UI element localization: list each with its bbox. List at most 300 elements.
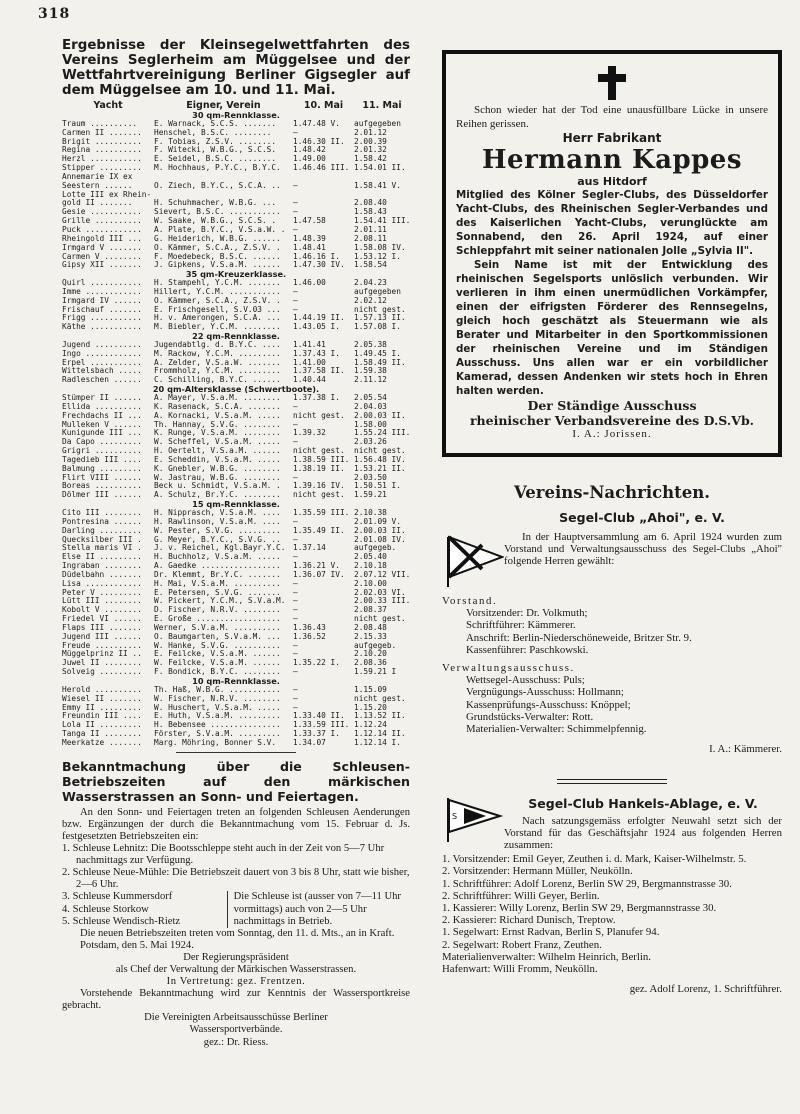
owner-cell: K. Runge, V.S.a.M. ........ [154,429,281,438]
result-row [62,394,410,403]
result-row [62,359,410,368]
may10-cell: 1.37.43 I. [293,349,340,358]
yacht-cell: Pontresina ...... [62,517,142,526]
may10-cell: — [293,694,298,703]
may11-cell: 2.04.03 [354,402,387,411]
may10-cell: — [293,287,298,296]
yacht-cell: Freude .......... [62,641,142,650]
may10-cell: 1.43.05 I. [293,323,340,332]
yacht-cell: Mulleken V ...... [62,420,142,429]
result-row [62,712,410,721]
result-row [62,350,410,359]
may11-cell: 2.05.40 [354,553,387,562]
may11-cell: nicht gest. [354,305,406,314]
owner-cell: A. Zelder, V.S.a.W. ....... [154,358,281,367]
may11-cell: 1.50.51 I. [354,482,401,491]
ahoi-intro: In der Hauptversammlung am 6. April 1924 wurden zum Vorstand und Verwaltungsausschuss des Segel-Clubs „Ahoi" folgende Herren gewählt: [504,531,782,567]
may11-cell: 2.00.39 [354,137,387,146]
may11-cell: 1.53.21 II. [354,464,406,473]
yacht-cell: Regina .......... [62,146,142,155]
may11-cell: 1.54.01 II. [354,164,406,173]
may11-cell: 1.56.48 IV. [354,455,406,464]
yacht-cell: Gipsy XII ....... [62,261,142,270]
may10-cell: — [293,553,298,562]
may10-cell: — [293,420,298,429]
may11-cell: 1.58.43 [354,208,387,217]
may11-cell: 2.08.37 [354,606,387,615]
yacht-cell: Stella maris VI . [62,544,142,553]
schleusen-item-4: 4. Schleuse Storkow [62,903,149,915]
may10-cell: 1.36.43 [293,623,326,632]
may10-cell: nicht gest. [293,411,345,420]
owner-cell: Marg. Möhring, Bonner S.V. [154,738,277,747]
owner-cell: A. Kornacki, V.S.a.M. ..... [154,411,281,420]
hankels-intro: Nach satzungsgemäss erfolgter Neuwahl setzt sich der Vorstand für das Geschäftsjahr 1924 aus folgenden Herren zusammen: [504,815,782,852]
may10-cell: 1.46.16 I. [293,252,340,261]
member-item: 2. Kassierer: Richard Dunisch, Treptow. [442,914,616,927]
result-row [62,474,410,483]
may11-cell: 2.02.03 VI. [354,588,406,597]
may10-cell: 1.46.46 III. [293,164,350,173]
may10-cell: — [293,402,298,411]
owner-cell: O. Ziech, B.Y.C., S.C.A. .. [154,181,281,190]
yacht-cell: Flirt VIII ...... [62,473,142,482]
schleusen-item-1: 1. Schleuse Lehnitz: Die Bootsschleppe steht auch in der Zeit von 5—7 Uhr nachmittags zur Verfügung. [62,843,385,867]
result-row [62,482,410,491]
yacht-cell: Lisa ............ [62,579,142,588]
yacht-cell: Grigri .......... [62,447,142,456]
yacht-cell: Düdelbahn ....... [62,570,142,579]
yacht-cell: Annemarie IX ex [62,172,133,181]
yacht-cell: Frigg ........... [62,314,142,323]
owner-cell: O. Kämmer, S.C.A., Z.S.V. . [154,243,281,252]
yacht-cell: Frischauf ....... [62,305,142,314]
owner-cell: J. v. Reichel, Kgl.Bayr.Y.C. [154,544,286,553]
may11-cell [354,173,410,182]
yacht-cell: Stipper ......... [62,164,142,173]
may10-cell: 1.48.41 [293,243,326,252]
owner-cell: E. Seidel, B.S.C. ........ [154,155,277,164]
may11-cell: 1.15.20 [354,703,387,712]
class-heading: 10 qm-Rennklasse. [192,676,280,686]
yacht-cell: Müggelprinz II .. [62,650,142,659]
owner-cell: A. Schulz, Br.Y.C. ........ [154,491,281,500]
may11-cell: 1.54.41 III. [354,217,410,226]
result-row [62,403,410,412]
result-row [62,562,410,571]
result-row [62,633,410,642]
class-heading: 20 qm-Altersklasse (Schwertboote). [152,384,320,395]
result-row [62,182,410,191]
schleusen-place-date: Potsdam, den 5. Mai 1924. [80,939,194,951]
owner-cell: O. Baumgarten, S.V.a.M. ... [154,632,281,641]
may11-cell: nicht gest. [354,447,406,456]
yacht-cell: Irmgard IV ...... [62,296,142,305]
may11-cell: 1.12.14 I. [354,738,401,747]
may10-cell: 1.44.19 II. [293,314,345,323]
may10-cell: 1.40.44 [293,376,326,385]
may10-cell: 1.33.40 II. [293,712,345,721]
result-row [62,642,410,651]
owner-cell: Th. Haß, W.B.G. ........... [154,685,281,694]
may10-cell: — [293,181,298,190]
yacht-cell: Cito III ........ [62,508,142,517]
may11-cell: 2.01.08 IV. [354,535,406,544]
may10-cell: nicht gest. [293,447,345,456]
may10-cell: — [293,438,298,447]
vorstand-item: Schriftführer: Kämmerer. [466,619,576,632]
result-row [62,597,410,606]
owner-cell: F. Tobias, Z.S.V. ........ [154,137,277,146]
result-row [62,297,410,306]
may10-cell: 1.39.32 [293,429,326,438]
may11-cell: 2.10.20 [354,650,387,659]
obituary-paragraph-1: Mitglied des Kölner Segler-Clubs, des Düsseldorfer Yacht-Clubs, des Rheinischen Segler-Verbandes und des Kaiserlichen Yacht-Clubs, verunglückte am Sonnabend, den 26. April 1924, auf einer Schleppfahrt mit seiner nationalen Jolle „Sylvia II". [456,189,768,257]
result-row [62,226,410,235]
may10-cell: — [293,473,298,482]
owner-cell: F. Moedebeck, B.S.C. ...... [154,252,281,261]
result-row [62,367,410,376]
member-item: 2. Segelwart: Robert Franz, Zeuthen. [442,938,602,951]
may11-cell: 2.10.00 [354,579,387,588]
may11-cell [354,191,410,200]
ahoi-lists [442,595,782,735]
may10-cell: 1.36.52 [293,632,326,641]
result-row [62,438,410,447]
may11-cell: 1.57.13 II. [354,314,406,323]
col-owner: Eigner, Verein [186,100,261,111]
may11-cell: 2.10.18 [354,562,387,571]
result-row [62,191,410,200]
may10-cell: 1.35.22 I. [293,659,340,668]
owner-cell: H. Rawlinson, V.S.a.M. .... [154,517,281,526]
yacht-cell: Quirl ........... [62,279,142,288]
yacht-cell: Dölmer III ...... [62,491,142,500]
result-row [62,553,410,562]
yacht-cell: Käthe ........... [62,323,142,332]
yacht-cell: Gesie ........... [62,208,142,217]
may10-cell: — [293,588,298,597]
result-row [62,120,410,129]
may11-cell: 2.01.12 [354,128,387,137]
may10-cell: — [293,597,298,606]
may10-cell: 1.38.59 III. [293,455,350,464]
obituary-signature-3: I. A.: Jorissen. [572,428,652,440]
result-row [62,589,410,598]
owner-cell: F. Witecki, W.B.G., S.C.S. [154,146,277,155]
result-row [62,199,410,208]
yacht-cell: Friedel VI ...... [62,615,142,624]
may10-cell: — [293,199,298,208]
result-row [62,129,410,138]
result-row [62,341,410,350]
owner-cell: W. Pester, S.V.G. ......... [154,526,281,535]
yacht-cell: Lola II ......... [62,721,142,730]
schleusen-notice [62,807,410,1049]
owner-cell: E. Feilcke, V.S.a.M. ...... [154,650,281,659]
yacht-cell: Irmgard V ....... [62,243,142,252]
may11-cell: 1.55.24 III. [354,429,410,438]
may10-cell: 1.36.21 V. [293,562,340,571]
result-row [62,686,410,695]
schleusen-items-345 [62,891,410,927]
owner-cell: E. Frischgesell, S.V.03 ... [154,305,281,314]
result-row [62,739,410,748]
result-row [62,721,410,730]
result-row [62,704,410,713]
obituary-title: Herr Fabrikant [562,131,662,145]
may11-cell: nicht gest. [354,615,406,624]
results-table [62,111,410,748]
may10-cell: 1.37.38 I. [293,394,340,402]
result-row [62,606,410,615]
may11-cell: 1.58.08 IV. [354,243,406,252]
yacht-cell: Meerkatze ....... [62,738,142,747]
may10-cell: — [293,650,298,659]
may10-cell: — [293,305,298,314]
result-row [62,173,410,182]
owner-cell: W. Hanke, S.V.G. .......... [154,641,281,650]
owner-cell: E. Huth, V.S.a.M. ......... [154,712,281,721]
may11-cell: aufgegeb. [354,641,397,650]
yacht-cell: Seestern ...... [62,181,133,190]
owner-cell: H. Bebensee ............... [154,721,281,730]
owner-cell: A. Plate, B.Y.C., V.S.a.W. . [154,225,286,234]
may11-cell: 2.11.12 [354,376,387,385]
owner-cell: Th. Hannay, S.V.G. ........ [154,420,281,429]
may11-cell: 1.57.08 I. [354,323,401,332]
may11-cell: aufgegeben [354,119,401,128]
may10-cell: 1.38.19 II. [293,464,345,473]
owner-cell: Dr. Klemmt, Br.Y.C. ....... [154,570,281,579]
owner-cell: W. Saake, W.B.G., S.C.S. . [154,217,277,226]
may10-cell: 1.46.00 [293,279,326,288]
result-row [62,279,410,288]
may10-cell: 1.41.00 [293,358,326,367]
result-row [62,615,410,624]
yacht-cell: Jugend III ...... [62,632,142,641]
may10-cell: 1.37.58 II. [293,367,345,376]
result-row [62,146,410,155]
result-row [62,580,410,589]
owner-cell: H. v. Amerongen, S.C.A. ... [154,314,281,323]
may11-cell: 2.07.12 VII. [354,570,410,579]
schleusen-items-note: Die Schleuse ist (ausser von 7—11 Uhr vormittags) auch von 2—5 Uhr nachmittags in Betrieb. [233,891,401,927]
result-row [62,695,410,704]
yacht-cell: Ingo ............ [62,349,142,358]
member-item: 1. Segelwart: Ernst Radvan, Berlin S, Planufer 94. [442,926,660,939]
owner-cell: Jugendabtlg. d. B.Y.C. .... [154,340,281,349]
owner-cell: Hillert, Y.C.M. ........... [154,287,281,296]
owner-cell: Frommholz, Y.C.M. ......... [154,367,281,376]
may11-cell: 1.59.21 I [354,668,397,677]
may11-cell: 1.58.54 [354,261,387,270]
owner-cell: G. Meyer, B.Y.C., S.V.G. .. [154,535,281,544]
may10-cell: 1.49.00 [293,155,326,164]
yacht-cell: Else II ......... [62,553,142,562]
ahoi-burgee-icon [442,531,504,587]
yacht-cell: Solveig ......... [62,668,142,677]
may11-cell: 2.08.40 [354,199,387,208]
result-row [62,571,410,580]
result-row [62,429,410,438]
may11-cell: 2.01.09 V. [354,517,401,526]
schleusen-signer-2: Wassersportverbände. [189,1024,283,1036]
may10-cell: 1.35.59 III. [293,508,350,517]
may11-cell: 1.58.49 II. [354,358,406,367]
may10-cell: — [293,225,298,234]
may10-cell: — [293,606,298,615]
owner-cell: E. Große .................. [154,615,281,624]
obituary-place: aus Hitdorf [577,175,647,188]
yacht-cell: Erpel ........... [62,358,142,367]
result-row [62,306,410,315]
yacht-cell: Herzl ........... [62,155,142,164]
owner-cell: E. Petersen, S.V.G. ....... [154,588,281,597]
yacht-cell: Peter V ......... [62,588,142,597]
yacht-cell: Radleschen ...... [62,376,142,385]
may11-cell: 2.04.23 [354,279,387,288]
may10-cell: — [293,685,298,694]
yacht-cell: Kunigunde III ... [62,429,142,438]
divider [176,752,296,753]
ahoi-signature: I. A.: Kämmerer. [709,743,782,756]
owner-cell: G. Heiderich, W.B.G. ...... [154,234,281,243]
may10-cell: 1.47.48 V. [293,119,340,128]
may11-cell: nicht gest. [354,694,406,703]
may10-cell: 1.36.07 IV. [293,570,345,579]
yacht-cell: Tanga II ........ [62,730,142,739]
obituary-name: Hermann Kappes [481,145,742,175]
owner-cell: E. Warnack, S.C.S. ....... [154,119,277,128]
ahoi-va-label: Verwaltungsausschuss. [442,662,575,675]
yacht-cell: Grille .......... [62,217,142,226]
result-row [62,624,410,633]
may10-cell: 1.47.30 IV. [293,261,345,270]
owner-cell: W. Huschert, V.S.a.M. ..... [154,703,281,712]
owner-cell: A. Mayer, V.S.a.M. ........ [154,394,281,402]
member-item: 1. Vorsitzender: Emil Geyer, Zeuthen i. d. Mark, Kaiser-Wilhelmstr. 5. [442,853,747,866]
owner-cell: K. Rasenack, S.C.A. ....... [154,402,281,411]
may11-cell: 1.15.09 [354,685,387,694]
may11-cell: 2.08.36 [354,659,387,668]
owner-cell: W. Fischer, N.R.V. ........ [154,694,281,703]
may10-cell: nicht gest. [293,491,345,500]
may11-cell: 1.49.45 I. [354,349,401,358]
col-may11: 11. Mai [362,100,402,111]
yacht-cell: Boreas .......... [62,482,142,491]
separator [557,779,667,780]
ahoi-title: Segel-Club „Ahoi", e. V. [559,510,725,525]
owner-cell: W. Feilcke, V.S.a.M. ...... [154,659,281,668]
result-row [62,536,410,545]
may10-cell: 1.48.42 [293,146,326,155]
obituary-intro: Schon wieder hat der Tod eine unausfüllbare Lücke in unsere Reihen gerissen. [456,104,768,130]
ahoi-header [442,531,782,587]
owner-cell: C. Schilling, B.Y.C. ...... [154,376,281,385]
owner-cell: M. Rackow, Y.C.M. ......... [154,349,281,358]
yacht-cell: Balmung ......... [62,464,142,473]
owner-cell: H. Oertelt, V.S.a.M. ...... [154,447,281,456]
may10-cell: — [293,296,298,305]
owner-cell: Sievert, B.S.C. ........... [154,208,281,217]
may11-cell: 2.05.54 [354,394,387,402]
result-row [62,235,410,244]
page-number: 318 [38,6,71,22]
schleusen-effective: Die neuen Betriebszeiten treten vom Sonntag, den 11. d. Mts., an in Kraft. [80,927,395,939]
may10-cell: — [293,208,298,217]
may11-cell: 2.15.33 [354,632,387,641]
may11-cell: aufgegeben [354,287,401,296]
schleusen-signer-3: gez.: Dr. Riess. [203,1036,269,1048]
vorstand-item: Vorsitzender: Dr. Volkmuth; [466,607,588,620]
ahoi-vorstand-label: Vorstand. [442,595,498,607]
result-row [62,217,410,226]
may11-cell: 2.03.26 [354,438,387,447]
owner-cell [154,191,293,200]
yacht-cell: gold II ....... [62,199,133,208]
may11-cell: 1.12.14 II. [354,730,406,739]
may11-cell: 1.13.52 II. [354,712,406,721]
may10-cell: — [293,641,298,650]
yacht-cell: Lotte III ex Rhein- [62,190,152,199]
vereins-title: Vereins-Nachrichten. [513,483,711,502]
yacht-cell: Flaps III ....... [62,623,142,632]
col-may10: 10. Mai [303,100,344,111]
may11-cell: 1.59.21 [354,491,387,500]
owner-cell: H. Buchholz, V.S.a.M. ..... [154,553,281,562]
owner-cell: Henschel, B.S.C. ........ [154,128,272,137]
owner-cell: A. Gaedke ................. [154,562,281,571]
va-item: Kassenprüfungs-Ausschuss: Knöppel; [466,698,631,711]
may11-cell: 2.00.03 II. [354,526,406,535]
may10-cell [293,191,354,200]
may10-cell: 1.48.39 [293,234,326,243]
may10-cell: — [293,668,298,677]
schleusen-note: Vorstehende Bekanntmachung wird zur Kenntnis der Wassersportkreise gebracht. [62,988,410,1012]
owner-cell: M. Biebler, Y.C.M. ........ [154,323,281,332]
may10-cell: — [293,128,298,137]
schleusen-item-5: 5. Schleuse Wendisch-Rietz [62,915,181,927]
yacht-cell: Puck ............ [62,225,142,234]
may10-cell: 1.34.07 [293,738,326,747]
member-item: 1. Kassierer: Willy Lorenz, Berlin SW 29, Bergmannstrasse 30. [442,902,717,915]
yacht-cell: Juwel II ........ [62,659,142,668]
owner-cell: M. Hochhaus, P.Y.C., B.Y.C. [154,164,281,173]
result-row [62,650,410,659]
obituary-signature-2: rheinischer Verbandsvereine des D.S.Vb. [469,413,755,428]
schleusen-signer-1: Die Vereinigten Arbeitsausschüsse Berliner [144,1012,328,1024]
may10-cell: 1.47.58 [293,217,326,226]
va-item: Materialien-Verwalter: Schimmelpfennig. [466,723,647,736]
owner-cell: F. Bondick, B.Y.C. ........ [154,668,281,677]
result-row [62,730,410,739]
yacht-cell: Carmen II ....... [62,128,142,137]
hankels-header [442,796,782,851]
may11-cell: 1.59.38 [354,367,387,376]
owner-cell: Werner, S.V.a.M. .......... [154,623,281,632]
result-row [62,208,410,217]
obituary-paragraph-2: Sein Name ist mit der Entwicklung des rheinischen Segelsports unlöslich verbunden. Wir verlieren in ihm einen unermüdlichen Vorkämpfer, einen der eifrigsten Förderer des Rennsegelns, gleich hoch geschätzt als Steuermann wie als Berater und Mitarbeiter in den Sportkommissionen der rheinischen Vereine und im Ständigen Ausschuss. Uns allen war er ein vorbildlicher Kamerad, dessen Andenken wir stets hoch in Ehren halten werden. [456,259,768,397]
may11-cell: 2.05.38 [354,340,387,349]
owner-cell: H. Nipprasch, V.S.a.M. .... [154,508,281,517]
owner-cell: W. Pickert, Y.C.M., S.V.a.M. [154,597,286,606]
result-row [62,164,410,173]
yacht-cell: Brigit .......... [62,137,142,146]
cross-icon [596,66,628,100]
yacht-cell: Traum .......... [62,119,138,128]
hankels-signature: gez. Adolf Lorenz, 1. Schriftführer. [629,983,782,996]
